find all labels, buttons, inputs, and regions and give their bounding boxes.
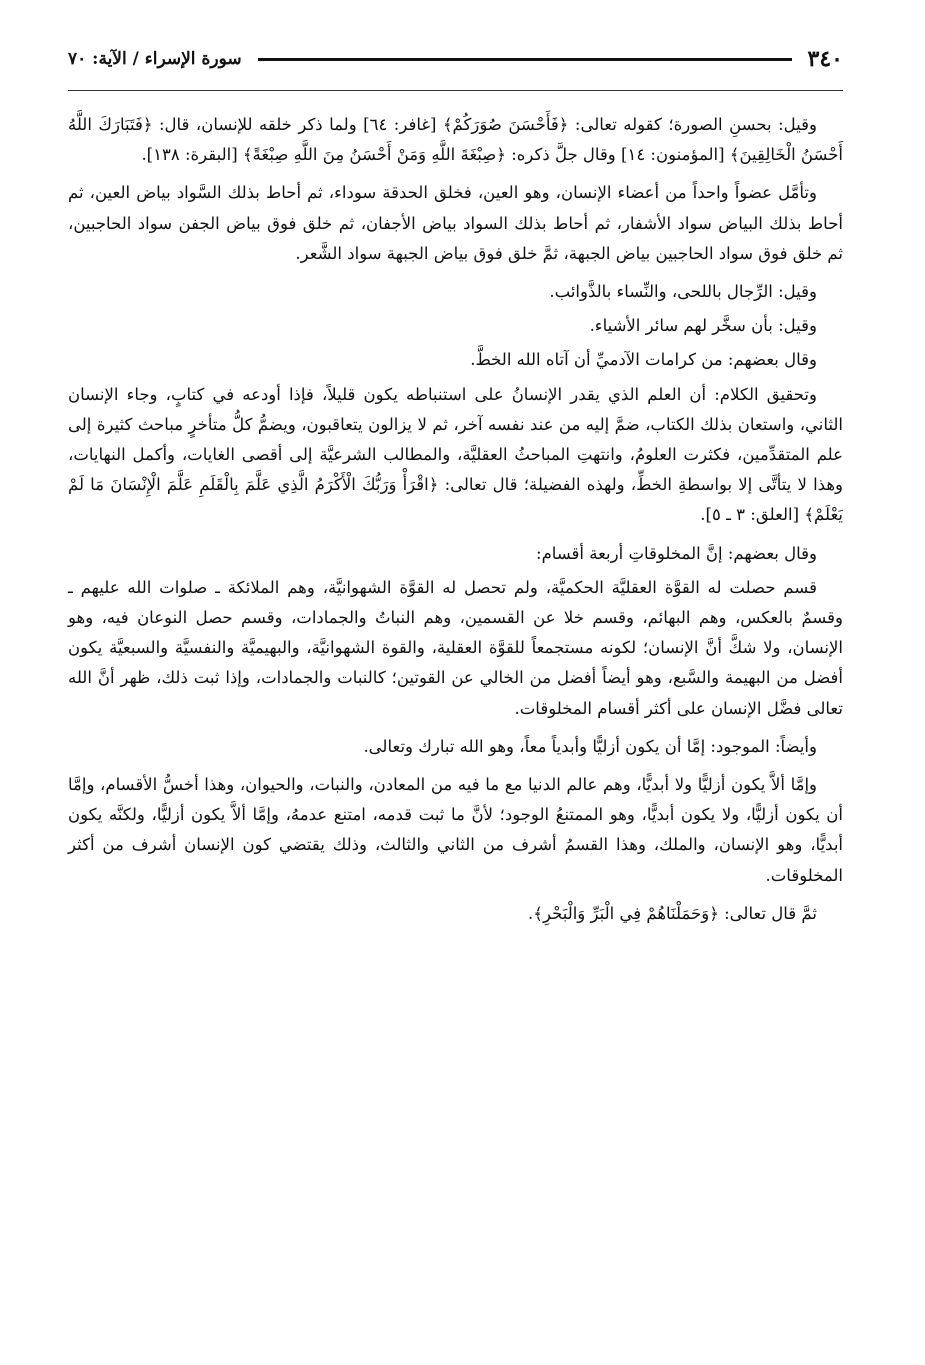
surah-verse-label: سورة الإسراء / الآية: ٧٠ xyxy=(68,49,242,69)
page-body xyxy=(68,110,843,937)
header-divider xyxy=(68,90,843,91)
paragraph-subjugation: وقيل: بأن سخَّر لهم سائر الأشياء. xyxy=(589,316,817,336)
paragraph-four-divisions: وقال بعضهم: إنَّ المخلوقاتِ أربعة أقسام: xyxy=(536,543,817,563)
page-header xyxy=(68,42,843,76)
paragraph-beauty-of-form: وقيل: بحسنِ الصورة؛ كقوله تعالى: ﴿فَأَحْسَنَ صُوَرَكُمْ﴾ [غافر: ٦٤] ولما ذكر خلقه للإنسان، قال: ﴿فَتَبَارَكَ اللَّهُ أَحْسَنُ الْخَالِقِينَ﴾ [المؤمنون: ١٤] وقال جلَّ ذكره: ﴿صِبْغَةَ اللَّهِ وَمَنْ أَحْسَنُ مِنَ اللَّهِ صِبْغَةً﴾ [البقرة: ١٣٨]. xyxy=(68,115,843,165)
paragraph-beards: وقيل: الرِّجال باللحى، والنِّساء بالذَّوائب. xyxy=(549,282,817,302)
paragraph-existence-detail: وإمَّا ألاَّ يكون أزليًّا ولا أبديًّا، وهم عالم الدنيا مع ما فيه من المعادن، والنبات، والحيوان، وهذا أخسُّ الأقسام، وإمَّا أن يكون أزليًّا، ولا يكون أبديًّا، وهو الممتنعُ الوجود؛ لأنَّ ما ثبت قدمه، امتنع عدمهُ، وإمَّا ألاَّ يكون أزليًّا، ولكنَّه يكون أبديًّا، وهو الإنسان، والملك، وهذا القسمُ أشرف من الثاني والثالث، وذلك يقتضي كون الإنسان أشرف من أكثر المخلوقات. xyxy=(68,775,843,885)
page-number: ٣٤٠ xyxy=(807,46,843,72)
paragraph-eye: وتأمَّل عضواً واحداً من أعضاء الإنسان، وهو العين، فخلق الحدقة سوداء، ثم أحاط بذلك السَّواد بياض العين، ثم أحاط بذلك البياض سواد الأشفار، ثم أحاط بذلك السواد بياض الأجفان، ثم خلق فوق بياض الجفن سواد الحاجبين، ثم خلق فوق سواد الحاجبين بياض الجبهة، ثمَّ خلق فوق بياض الجبهة سواد الشَّعر. xyxy=(68,183,843,263)
header-rule xyxy=(258,58,792,61)
paragraph-land-sea: ثمَّ قال تعالى: ﴿وَحَمَلْنَاهُمْ فِي الْبَرِّ وَالْبَحْرِ﴾. xyxy=(528,903,817,923)
paragraph-existence: وأيضاً: الموجود: إمَّا أن يكون أزليًّا وأبدياً معاً، وهو الله تبارك وتعالى. xyxy=(363,736,817,756)
paragraph-knowledge: وتحقيق الكلام: أن العلم الذي يقدر الإنسانُ على استنباطه يكون قليلاً، فإذا أودعه في كتابٍ، وجاء الإنسان الثاني، واستعان بذلك الكتاب، ضمَّ إليه من عند نفسه آخر، ثم لا يزالون يتعاقبون، ويضمُّ كلُّ متأخرٍ مباحث كثيرة إلى علم المتقدِّمين، فكثرت العلومُ، وانتهتِ المباحثُ العقليَّة، والمطالب الشرعيَّة إلى أقصى الغايات، وأكمل النهايات، وهذا لا يتأتَّى إلا بواسطةِ الخطِّ، ولهذه الفضيلة؛ قال تعالى: ﴿اقْرَأْ وَرَبُّكَ الْأَكْرَمُ الَّذِي عَلَّمَ بِالْقَلَمِ عَلَّمَ الْإِنْسَانَ مَا لَمْ يَعْلَمْ﴾ [العلق: ٣ ـ ٥]. xyxy=(68,384,843,525)
paragraph-divisions-detail: قسم حصلت له القوَّة العقليَّة الحكميَّة، ولم تحصل له القوَّة الشهوانيَّة، وهم الملائكة ـ صلوات الله عليهم ـ وقسمٌ بالعكس، وهم البهائم، وقسم خلا عن القسمين، وهم النباتُ والجمادات، وقسم حصل النوعان فيه، وهو الإنسان، ولا شكَّ أنَّ الإنسان؛ لكونه مستجمعاً للقوَّة العقلية، والقوة الشهوانيَّة، والبهيميَّة والنفسيَّة والسبعيَّة يكون أفضل من البهيمة والسَّبع، وهو أيضاً أفضل من الخالي عن القوتين؛ كالنبات والجمادات، وإذا ثبت ذلك، ظهر أنَّ الله تعالى فضَّل الإنسان على أكثر أقسام المخلوقات. xyxy=(68,577,843,718)
paragraph-writing: وقال بعضهم: من كرامات الآدميِّ أن آتاه الله الخطَّ. xyxy=(470,350,817,370)
